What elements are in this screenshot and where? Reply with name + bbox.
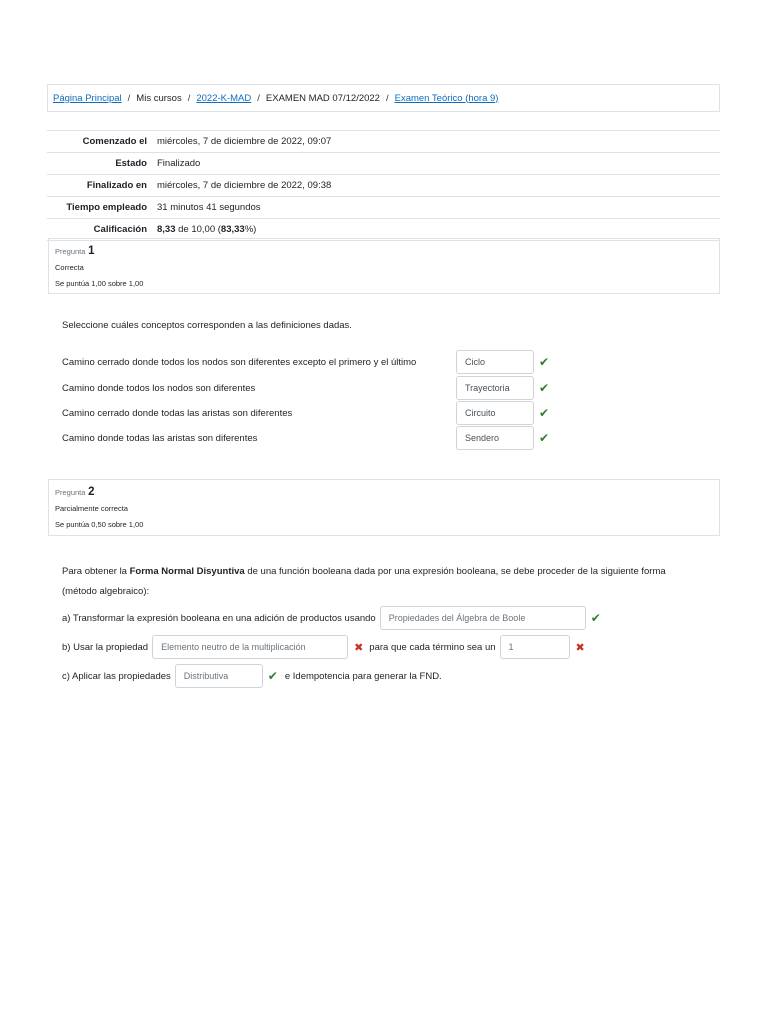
question-1-info xyxy=(48,238,720,294)
check-icon: ✔ xyxy=(539,406,550,420)
check-icon: ✔ xyxy=(539,381,550,395)
match-answer-select[interactable]: Ciclo xyxy=(456,350,534,374)
question-1-content xyxy=(62,316,662,445)
summary-row-time xyxy=(47,197,720,219)
breadcrumb-home-link[interactable]: Página Principal xyxy=(53,92,122,104)
summary-value: miércoles, 7 de diciembre de 2022, 09:07 xyxy=(157,136,332,147)
check-icon: ✔ xyxy=(267,669,278,683)
summary-value: Finalizado xyxy=(157,158,201,169)
breadcrumb-separator: / xyxy=(257,92,260,104)
fill-line-a xyxy=(62,606,601,630)
match-definition: Camino donde todas las aristas son diferentes xyxy=(62,432,258,444)
match-row xyxy=(62,401,622,425)
cross-icon: ✖ xyxy=(354,641,364,654)
fill-line-b xyxy=(62,635,591,659)
answer-input[interactable]: Elemento neutro de la multiplicación xyxy=(152,635,348,659)
question-prompt xyxy=(62,562,702,602)
match-row xyxy=(62,426,622,450)
answer-input[interactable]: 1 xyxy=(500,635,570,659)
summary-row-started xyxy=(47,131,720,153)
question-grade: Se puntúa 1,00 sobre 1,00 xyxy=(55,279,144,288)
question-grade: Se puntúa 0,50 sobre 1,00 xyxy=(55,520,144,529)
breadcrumb xyxy=(47,84,720,112)
summary-value: 31 minutos 41 segundos xyxy=(157,202,261,213)
grade-mid: de 10,00 ( xyxy=(175,224,221,235)
question-number: 2 xyxy=(88,486,95,498)
summary-label: Calificación xyxy=(93,224,147,235)
breadcrumb-separator: / xyxy=(127,92,131,104)
question-label: Pregunta xyxy=(55,247,86,256)
breadcrumb-my-courses: Mis cursos xyxy=(136,92,182,104)
question-state: Parcialmente correcta xyxy=(55,504,128,513)
match-definition: Camino cerrado donde todos los nodos son diferentes excepto el primero y el último xyxy=(62,356,417,368)
match-definition: Camino donde todos los nodos son diferentes xyxy=(62,382,256,394)
summary-row-state xyxy=(47,153,720,175)
breadcrumb-quiz-link[interactable]: Examen Teórico (hora 9) xyxy=(394,92,499,104)
intro-text: Para obtener la xyxy=(62,566,130,577)
cross-icon: ✖ xyxy=(575,641,585,654)
question-label: Pregunta xyxy=(55,488,86,497)
breadcrumb-separator: / xyxy=(385,92,389,104)
match-definition: Camino cerrado donde todas las aristas son diferentes xyxy=(62,407,293,419)
breadcrumb-exam: EXAMEN MAD 07/12/2022 xyxy=(265,92,380,104)
question-number: 1 xyxy=(88,245,95,257)
fill-text: a) Transformar la expresión booleana en una adición de productos usando xyxy=(62,612,376,624)
breadcrumb-course-link[interactable]: 2022-K-MAD xyxy=(196,92,252,104)
summary-label: Finalizado en xyxy=(86,180,147,191)
match-answer-select[interactable]: Sendero xyxy=(456,426,534,450)
summary-value: miércoles, 7 de diciembre de 2022, 09:38 xyxy=(157,180,332,191)
summary-label: Comenzado el xyxy=(82,136,147,147)
fill-line-c xyxy=(62,664,442,688)
intro-text: de una función booleana dada por una expresión booleana, se debe proceder de la siguiente forma (método algebraico): xyxy=(62,566,666,597)
match-row xyxy=(62,376,622,400)
intro-bold: Forma Normal Disyuntiva xyxy=(129,566,245,577)
match-answer-select[interactable]: Trayectoria xyxy=(456,376,534,400)
answer-input[interactable]: Distributiva xyxy=(175,664,263,688)
check-icon: ✔ xyxy=(539,355,550,369)
question-2-content xyxy=(62,562,722,683)
fill-text: para que cada término sea un xyxy=(369,641,496,653)
question-2-info xyxy=(48,479,720,536)
grade-end: %) xyxy=(244,224,257,235)
check-icon: ✔ xyxy=(590,611,601,625)
breadcrumb-separator: / xyxy=(187,92,191,104)
grade-score: 8,33 xyxy=(157,224,176,235)
summary-label: Estado xyxy=(115,158,147,169)
question-prompt: Seleccione cuáles conceptos corresponden a las definiciones dadas. xyxy=(62,320,352,331)
fill-text: c) Aplicar las propiedades xyxy=(62,670,171,682)
answer-input[interactable]: Propiedades del Álgebra de Boole xyxy=(380,606,586,630)
attempt-summary-table xyxy=(47,130,720,241)
match-answer-select[interactable]: Circuito xyxy=(456,401,534,425)
check-icon: ✔ xyxy=(539,431,550,445)
grade-percent: 83,33 xyxy=(220,224,245,235)
summary-row-finished xyxy=(47,175,720,197)
fill-text: e Idempotencia para generar la FND. xyxy=(284,670,442,682)
question-state: Correcta xyxy=(55,263,84,272)
fill-text: b) Usar la propiedad xyxy=(62,641,149,653)
match-row xyxy=(62,350,622,374)
summary-label: Tiempo empleado xyxy=(66,202,147,213)
